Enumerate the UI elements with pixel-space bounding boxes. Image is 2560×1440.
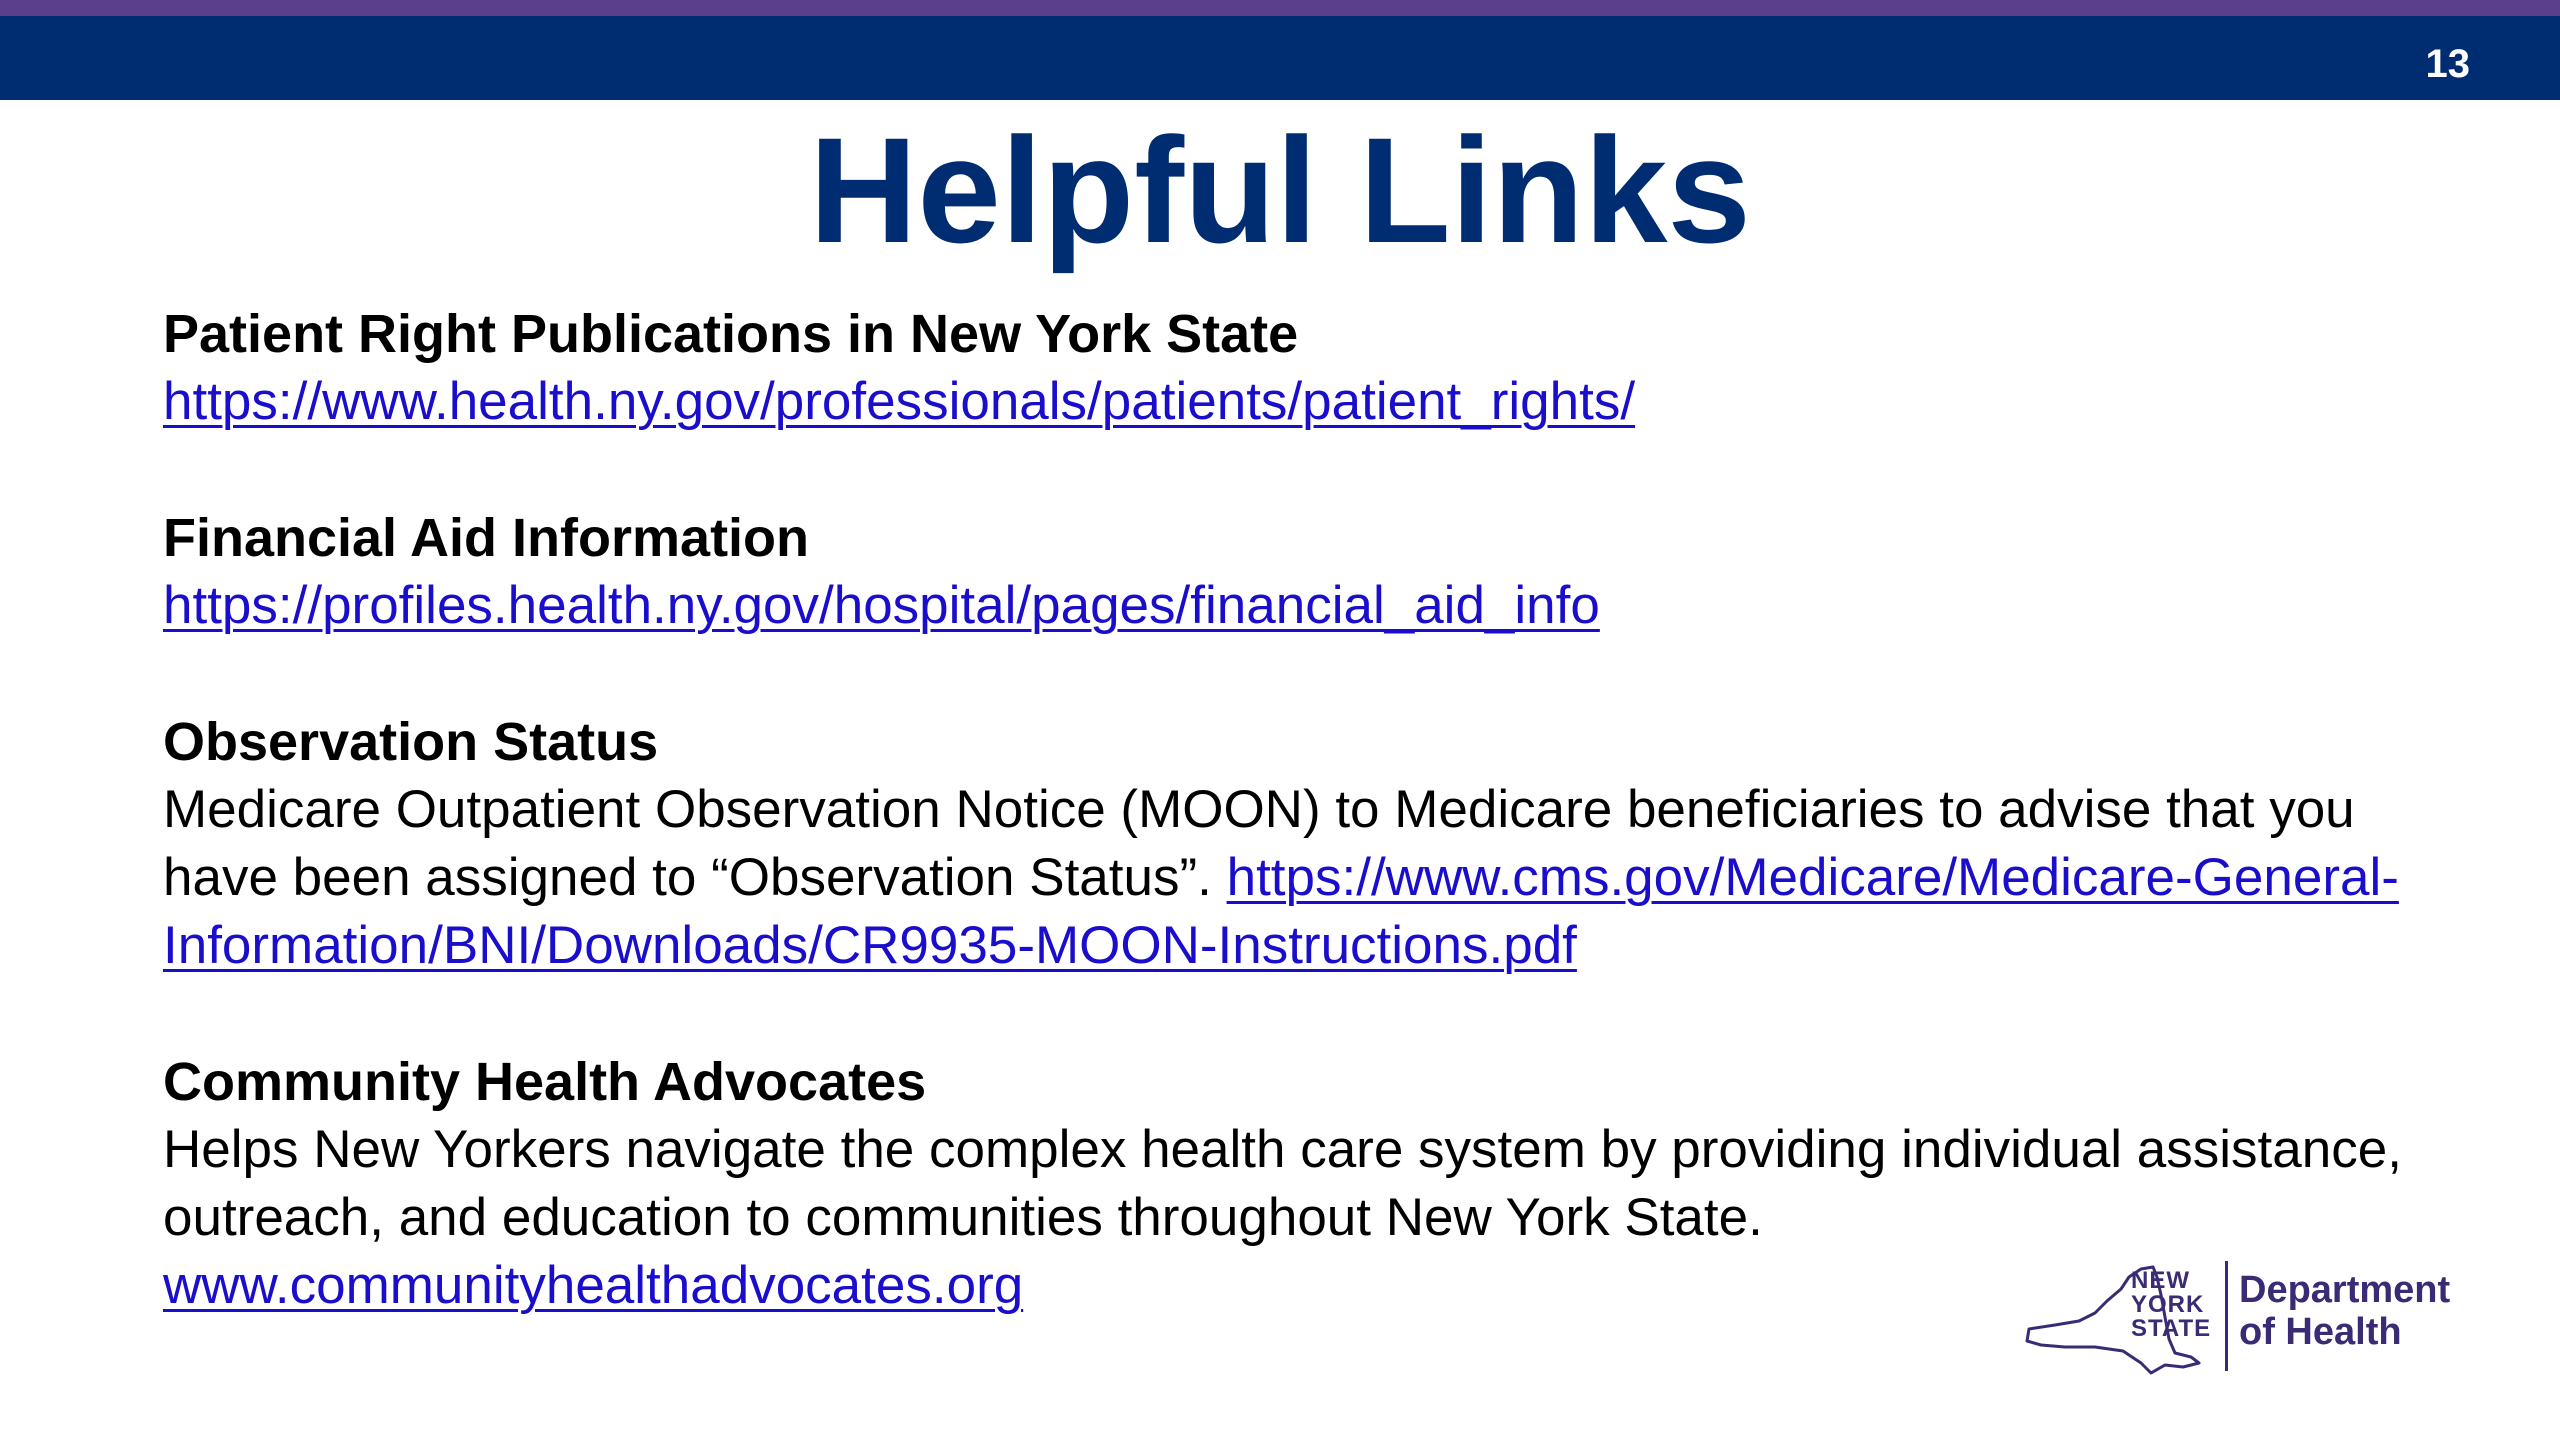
- logo-new-york-state-text: NEW YORK STATE: [2131, 1267, 2212, 1342]
- section-link-line: [163, 572, 2463, 640]
- financial-aid-link[interactable]: https://profiles.health.ny.gov/hospital/pages/financial_aid_info: [163, 576, 1600, 635]
- logo-divider: [2225, 1261, 2228, 1371]
- moon-instructions-link[interactable]: https://www.cms.gov/Medicare/Medicare-General-Information/BNI/Downloads/CR9935-MOON-Instructions.pdf: [163, 848, 2399, 975]
- section-heading: Observation Status: [163, 712, 659, 772]
- section-heading: Financial Aid Information: [163, 508, 810, 568]
- community-health-advocates-link[interactable]: www.communityhealthadvocates.org: [163, 1256, 1024, 1315]
- section-heading: Community Health Advocates: [163, 1052, 927, 1112]
- observation-description: Medicare Outpatient Observation Notice (MOON) to Medicare beneficiaries to advise that you have been assigned to “Observation Status”.: [163, 780, 2355, 907]
- section-heading: Patient Right Publications in New York State: [163, 304, 1299, 364]
- section-link-line: [163, 368, 2463, 436]
- section-patient-rights: [163, 300, 2463, 436]
- header-accent-stripe: [0, 0, 2560, 16]
- page-number: 13: [2425, 42, 2470, 86]
- page-title: Helpful Links: [809, 106, 1751, 274]
- nys-department-of-health-logo: [2025, 1255, 2465, 1375]
- section-body: Helps New Yorkers navigate the complex health care system by providing individual assistance, outreach, and education to communities throughout New York State.: [163, 1120, 2402, 1247]
- section-observation-status: [163, 708, 2463, 980]
- section-financial-aid: [163, 504, 2463, 640]
- links-content: [163, 300, 2463, 1388]
- patient-rights-link[interactable]: https://www.health.ny.gov/professionals/patients/patient_rights/: [163, 372, 1636, 431]
- section-body: [163, 776, 2463, 980]
- logo-department-text: Department of Health: [2239, 1269, 2451, 1353]
